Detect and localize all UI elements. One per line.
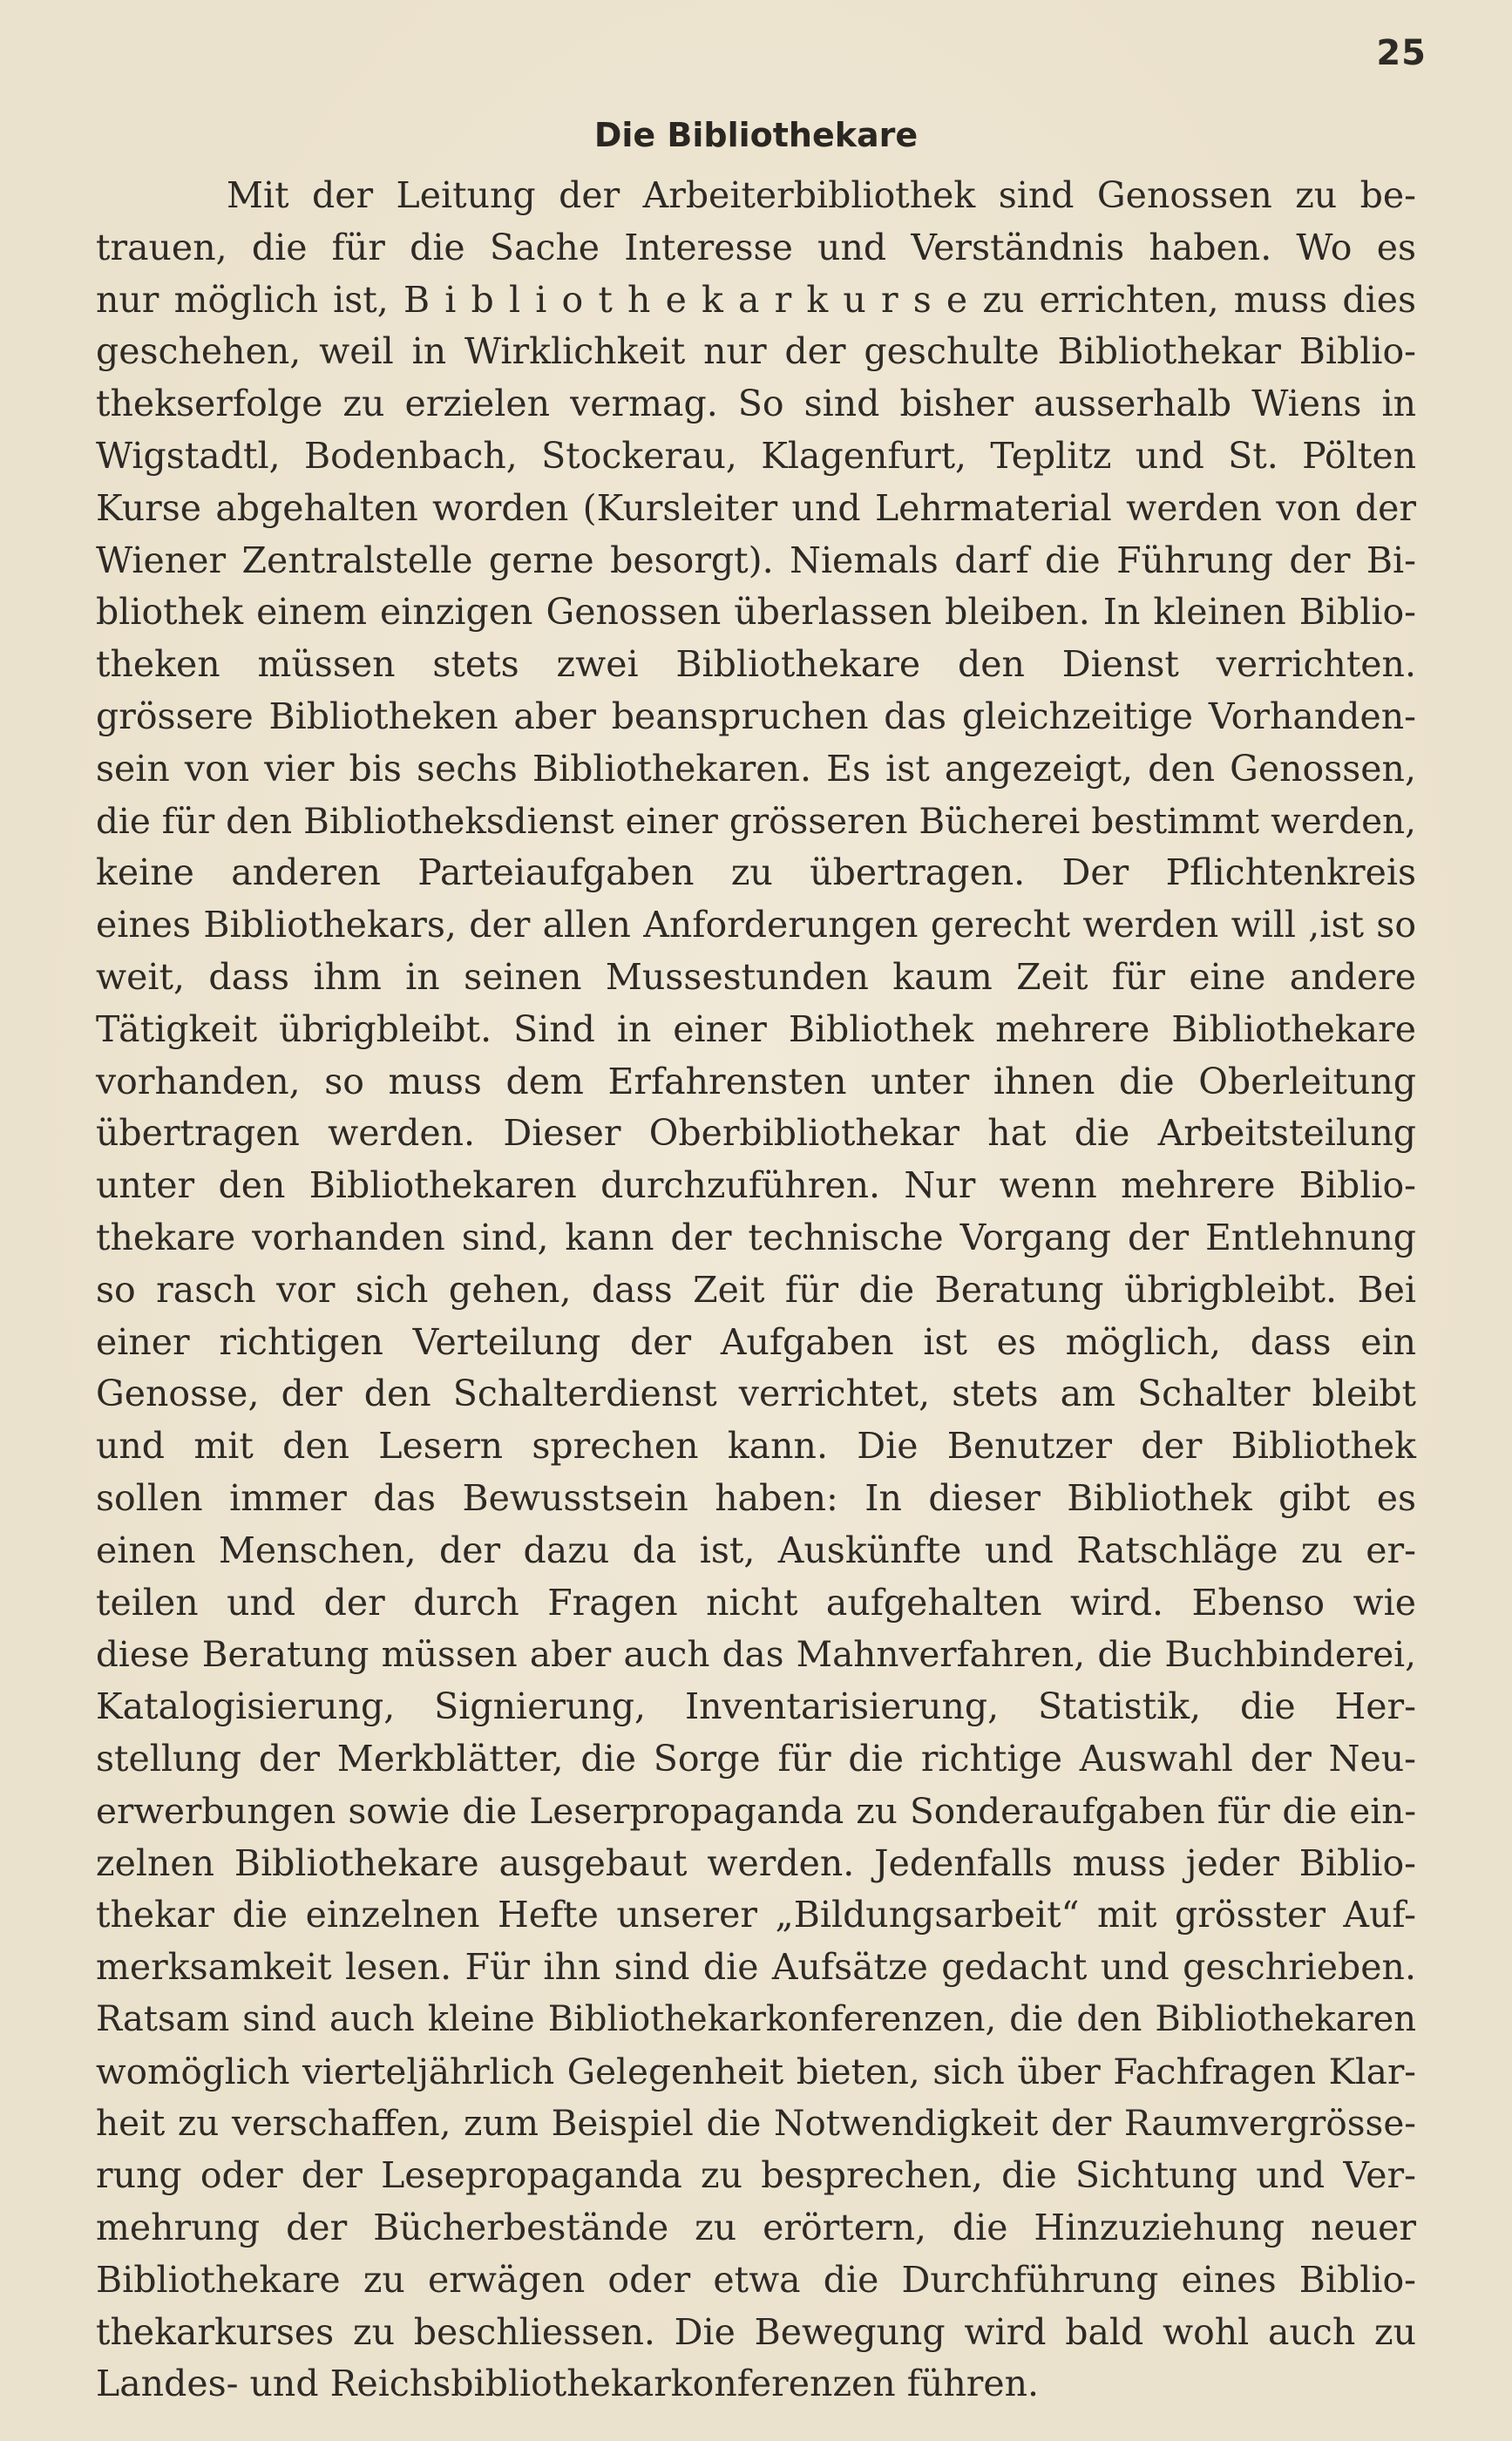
text-line: mehrung der Bücherbestände zu erörtern, die Hinzuziehung neuer <box>96 2207 1416 2249</box>
text-line: sein von vier bis sechs Bibliothekaren. Es ist angezeigt, den Genossen, <box>96 747 1416 790</box>
text-line: heit zu verschaffen, zum Beispiel die Notwendigkeit der Raumvergrösse- <box>96 2102 1416 2145</box>
text-line: merksamkeit lesen. Für ihn sind die Aufsätze gedacht und geschrieben. <box>96 1946 1416 1989</box>
text-line: thekar die einzelnen Hefte unserer „Bildungsarbeit“ mit grösster Auf- <box>96 1894 1416 1936</box>
text-line: Tätigkeit übrigbleibt. Sind in einer Bibliothek mehrere Bibliothekare <box>96 1007 1416 1050</box>
text-line: und mit den Lesern sprechen kann. Die Benutzer der Bibliothek <box>96 1425 1416 1468</box>
text-line: nur möglich ist, B i b l i o t h e k a r k u r s e zu errichten, muss dies <box>96 278 1416 321</box>
text-line: theken müssen stets zwei Bibliothekare den Dienst verrichten. <box>96 643 1416 686</box>
text-line: stellung der Merkblätter, die Sorge für die richtige Auswahl der Neu- <box>96 1737 1416 1780</box>
text-line: thekarkurses zu beschliessen. Die Bewegung wird bald wohl auch zu <box>96 2310 1416 2353</box>
text-line: bliothek einem einzigen Genossen überlassen bleiben. In kleinen Biblio- <box>96 591 1416 634</box>
text-line: Wiener Zentralstelle gerne besorgt). Niemals darf die Führung der Bi- <box>96 539 1416 581</box>
text-line: Katalogisierung, Signierung, Inventarisierung, Statistik, die Her- <box>96 1685 1416 1728</box>
text-line: sollen immer das Bewusstsein haben: In dieser Bibliothek gibt es <box>96 1476 1416 1519</box>
text-line: übertragen werden. Dieser Oberbibliothekar hat die Arbeitsteilung <box>96 1112 1416 1155</box>
text-line: diese Beratung müssen aber auch das Mahnverfahren, die Buchbinderei, <box>96 1633 1416 1676</box>
text-line: so rasch vor sich gehen, dass Zeit für die Beratung übrigbleibt. Bei <box>96 1268 1416 1311</box>
text-line: rung oder der Lesepropaganda zu besprechen, die Sichtung und Ver- <box>96 2154 1416 2197</box>
text-line: zelnen Bibliothekare ausgebaut werden. Jedenfalls muss jeder Biblio- <box>96 1841 1416 1884</box>
text-line: teilen und der durch Fragen nicht aufgehalten wird. Ebenso wie <box>96 1581 1416 1624</box>
text-line: Genosse, der den Schalterdienst verrichtet, stets am Schalter bleibt <box>96 1373 1416 1415</box>
text-line: einer richtigen Verteilung der Aufgaben ist es möglich, dass ein <box>96 1320 1416 1363</box>
body-paragraph <box>96 170 1416 2410</box>
text-line: weit, dass ihm in seinen Mussestunden kaum Zeit für eine andere <box>96 955 1416 998</box>
text-line: keine anderen Parteiaufgaben zu übertragen. Der Pflichtenkreis <box>96 851 1416 894</box>
text-line: trauen, die für die Sache Interesse und Verständnis haben. Wo es <box>96 226 1416 268</box>
text-line: Landes- und Reichsbibliothekarkonferenzen führen. <box>96 2363 1040 2405</box>
text-line: die für den Bibliotheksdienst einer grösseren Bücherei bestimmt werden, <box>96 799 1416 842</box>
text-line: unter den Bibliothekaren durchzuführen. Nur wenn mehrere Biblio- <box>96 1164 1416 1207</box>
text-line: Bibliothekare zu erwägen oder etwa die Durchführung eines Biblio- <box>96 2258 1416 2301</box>
text-line: Wigstadtl, Bodenbach, Stockerau, Klagenfurt, Teplitz und St. Pölten <box>96 434 1416 477</box>
text-line: thekserfolge zu erzielen vermag. So sind bisher ausserhalb Wiens in <box>96 383 1416 425</box>
text-line: eines Bibliothekars, der allen Anforderungen gerecht werden will ,ist so <box>96 904 1416 946</box>
text-line: erwerbungen sowie die Leserpropaganda zu Sonderaufgaben für die ein- <box>96 1789 1416 1832</box>
text-line: grössere Bibliotheken aber beanspruchen das gleichzeitige Vorhanden- <box>96 695 1416 737</box>
text-line: Ratsam sind auch kleine Bibliothekarkonferenzen, die den Bibliothekaren <box>96 1998 1416 2039</box>
text-line: thekare vorhanden sind, kann der technische Vorgang der Entlehnung <box>96 1216 1416 1258</box>
text-line: womöglich vierteljährlich Gelegenheit bieten, sich über Fachfragen Klar- <box>96 2050 1416 2092</box>
text-line: geschehen, weil in Wirklichkeit nur der geschulte Bibliothekar Biblio- <box>96 330 1416 373</box>
text-line: Kurse abgehalten worden (Kursleiter und Lehrmaterial werden von der <box>96 486 1416 529</box>
section-heading: Die Bibliothekare <box>593 116 919 154</box>
text-line: einen Menschen, der dazu da ist, Auskünfte und Ratschläge zu er- <box>96 1529 1416 1571</box>
text-line: vorhanden, so muss dem Erfahrensten unter ihnen die Oberleitung <box>96 1060 1416 1102</box>
page-number: 25 <box>1376 33 1427 73</box>
text-line: Mit der Leitung der Arbeiterbibliothek sind Genossen zu be- <box>227 174 1416 216</box>
